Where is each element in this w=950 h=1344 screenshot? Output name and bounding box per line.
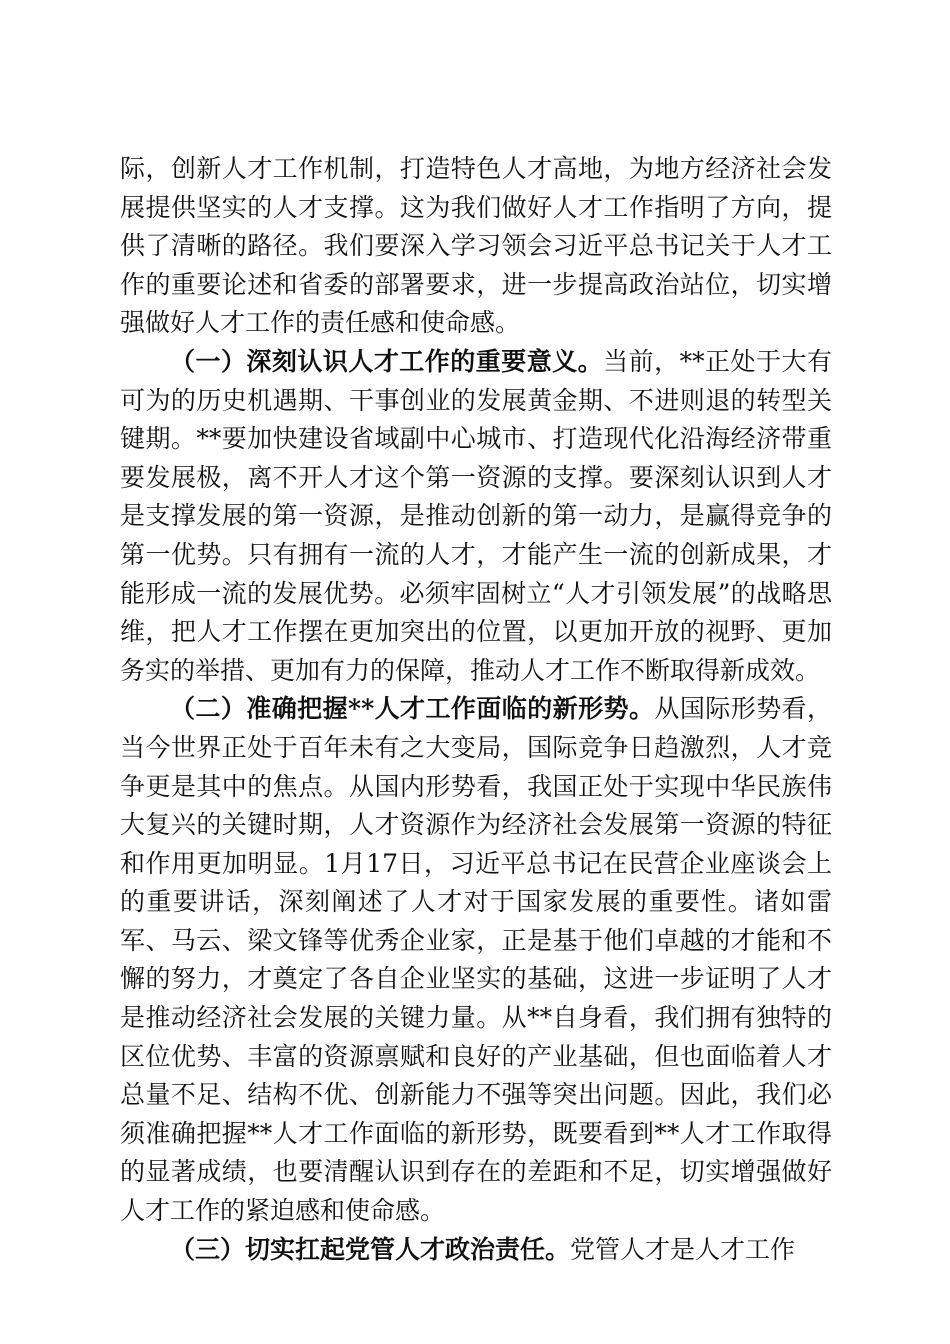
document-body: [120, 150, 832, 1269]
paragraph-continuation: 际，创新人才工作机制，打造特色人才高地，为地方经济社会发展提供坚实的人才支撑。这为我们做好人才工作指明了方向，提供了清晰的路径。我们要深入学习领会习近平总书记关于人才工作的重要论述和省委的部署要求，进一步提高政治站位，切实增强做好人才工作的责任感和使命感。: [120, 154, 832, 338]
section-2-body: 从国际形势看，当今世界正处于百年未有之大变局，国际竞争日趋激烈，人才竞争更是其中的焦点。从国内形势看，我国正处于实现中华民族伟大复兴的关键时期，人才资源作为经济社会发展第一资源的特征和作用更加明显。1月17日，习近平总书记在民营企业座谈会上的重要讲话，深刻阐述了人才对于国家发展的重要性。诸如雷军、马云、梁文锋等优秀企业家，正是基于他们卓越的才能和不懈的努力，才奠定了各自企业坚实的基础，这进一步证明了人才是推动经济社会发展的关键力量。从**自身看，我们拥有独特的区位优势、丰富的资源禀赋和良好的产业基础，但也面临着人才总量不足、结构不优、创新能力不强等突出问题。因此，我们必须准确把握**人才工作面临的新形势，既要看到**人才工作取得的显著成绩，也要清醒认识到存在的差距和不足，切实增强做好人才工作的紧迫感和使命感。: [120, 694, 832, 1226]
section-3-body: 党管人才是人才工作: [570, 1234, 796, 1264]
paragraph-section-3: [120, 1231, 832, 1270]
section-1-body: 当前，**正处于大有可为的历史机遇期、干事创业的发展黄金期、不进则退的转型关键期。**要加快建设省域副中心城市、打造现代化沿海经济带重要发展极，离不开人才这个第一资源的支撑。要深刻认识到人才是支撑发展的第一资源，是推动创新的第一动力，是赢得竞争的第一优势。只有拥有一流的人才，才能产生一流的创新成果，才能形成一流的发展优势。必须牢固树立“人才引领发展”的战略思维，把人才工作摆在更加突出的位置，以更加开放的视野、更加务实的举措、更加有力的保障，推动人才工作不断取得新成效。: [120, 346, 832, 685]
section-3-heading: （三）切实扛起党管人才政治责任。: [170, 1234, 571, 1264]
paragraph-section-1: [120, 343, 832, 690]
section-2-heading: （二）准确把握**人才工作面临的新形势。: [170, 694, 655, 724]
section-1-heading: （一）深刻认识人才工作的重要意义。: [170, 346, 604, 376]
paragraph-section-2: [120, 690, 832, 1230]
